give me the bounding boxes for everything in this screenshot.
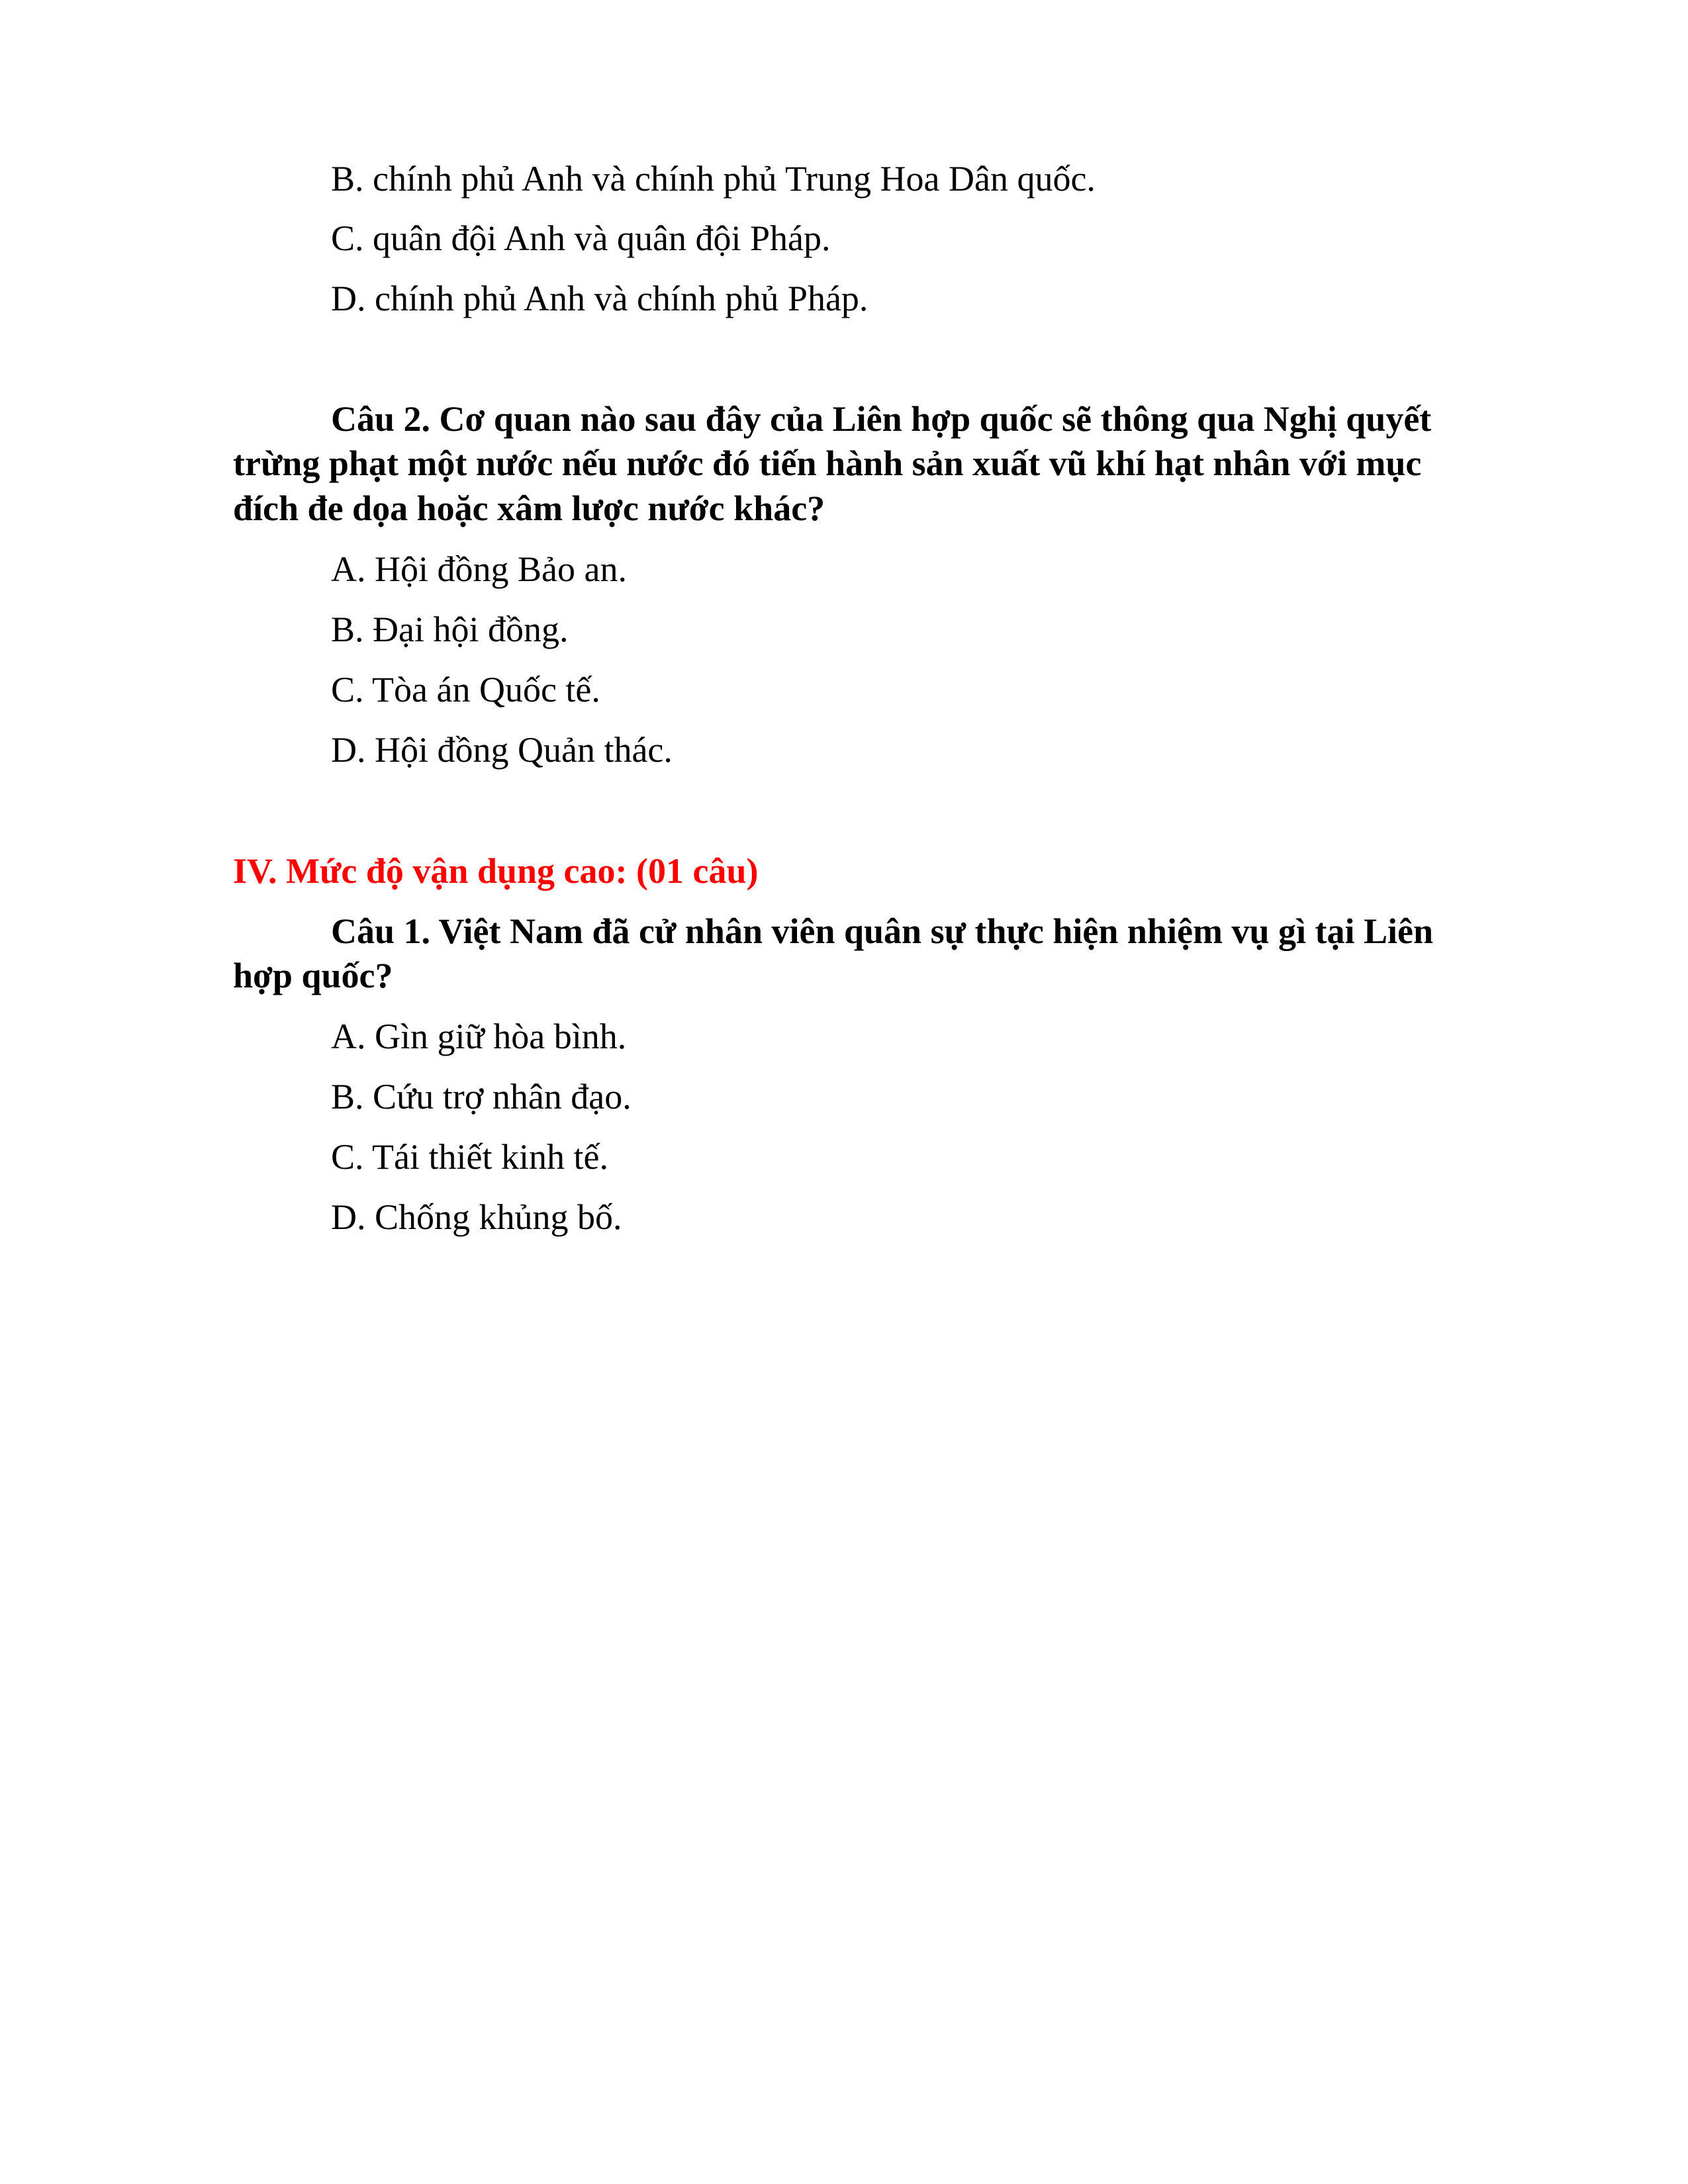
section-4-question-1-text-line-2: hợp quốc? [233, 956, 393, 995]
prev-question-option-b: B. chính phủ Anh và chính phủ Trung Hoa Dân quốc. [331, 159, 1096, 199]
question-2-option-c: C. Tòa án Quốc tế. [331, 670, 600, 709]
section-4-question-1-text-line-1: Câu 1. Việt Nam đã cử nhân viên quân sự thực hiện nhiệm vụ gì tại Liên [331, 911, 1433, 951]
section-4-question-1-option-d: D. Chống khủng bố. [331, 1197, 622, 1237]
section-4-question-1-option-a: A. Gìn giữ hòa bình. [331, 1017, 627, 1056]
question-2-option-d: D. Hội đồng Quản thác. [331, 730, 673, 770]
question-2-text-line-3: đích đe dọa hoặc xâm lược nước khác? [233, 488, 825, 528]
section-4-question-1-option-b: B. Cứu trợ nhân đạo. [331, 1077, 632, 1116]
question-2-option-a: A. Hội đồng Bảo an. [331, 549, 627, 589]
question-2-text-line-1: Câu 2. Cơ quan nào sau đây của Liên hợp quốc sẽ thông qua Nghị quyết [331, 399, 1432, 439]
question-2-option-b: B. Đại hội đồng. [331, 610, 569, 649]
prev-question-option-d: D. chính phủ Anh và chính phủ Pháp. [331, 279, 868, 318]
prev-question-option-c: C. quân đội Anh và quân đội Pháp. [331, 218, 831, 258]
section-4-heading: IV. Mức độ vận dụng cao: (01 câu) [233, 851, 759, 891]
section-4-question-1-option-c: C. Tái thiết kinh tế. [331, 1137, 608, 1177]
question-2-text-line-2: trừng phạt một nước nếu nước đó tiến hành sản xuất vũ khí hạt nhân với mục [233, 443, 1422, 483]
